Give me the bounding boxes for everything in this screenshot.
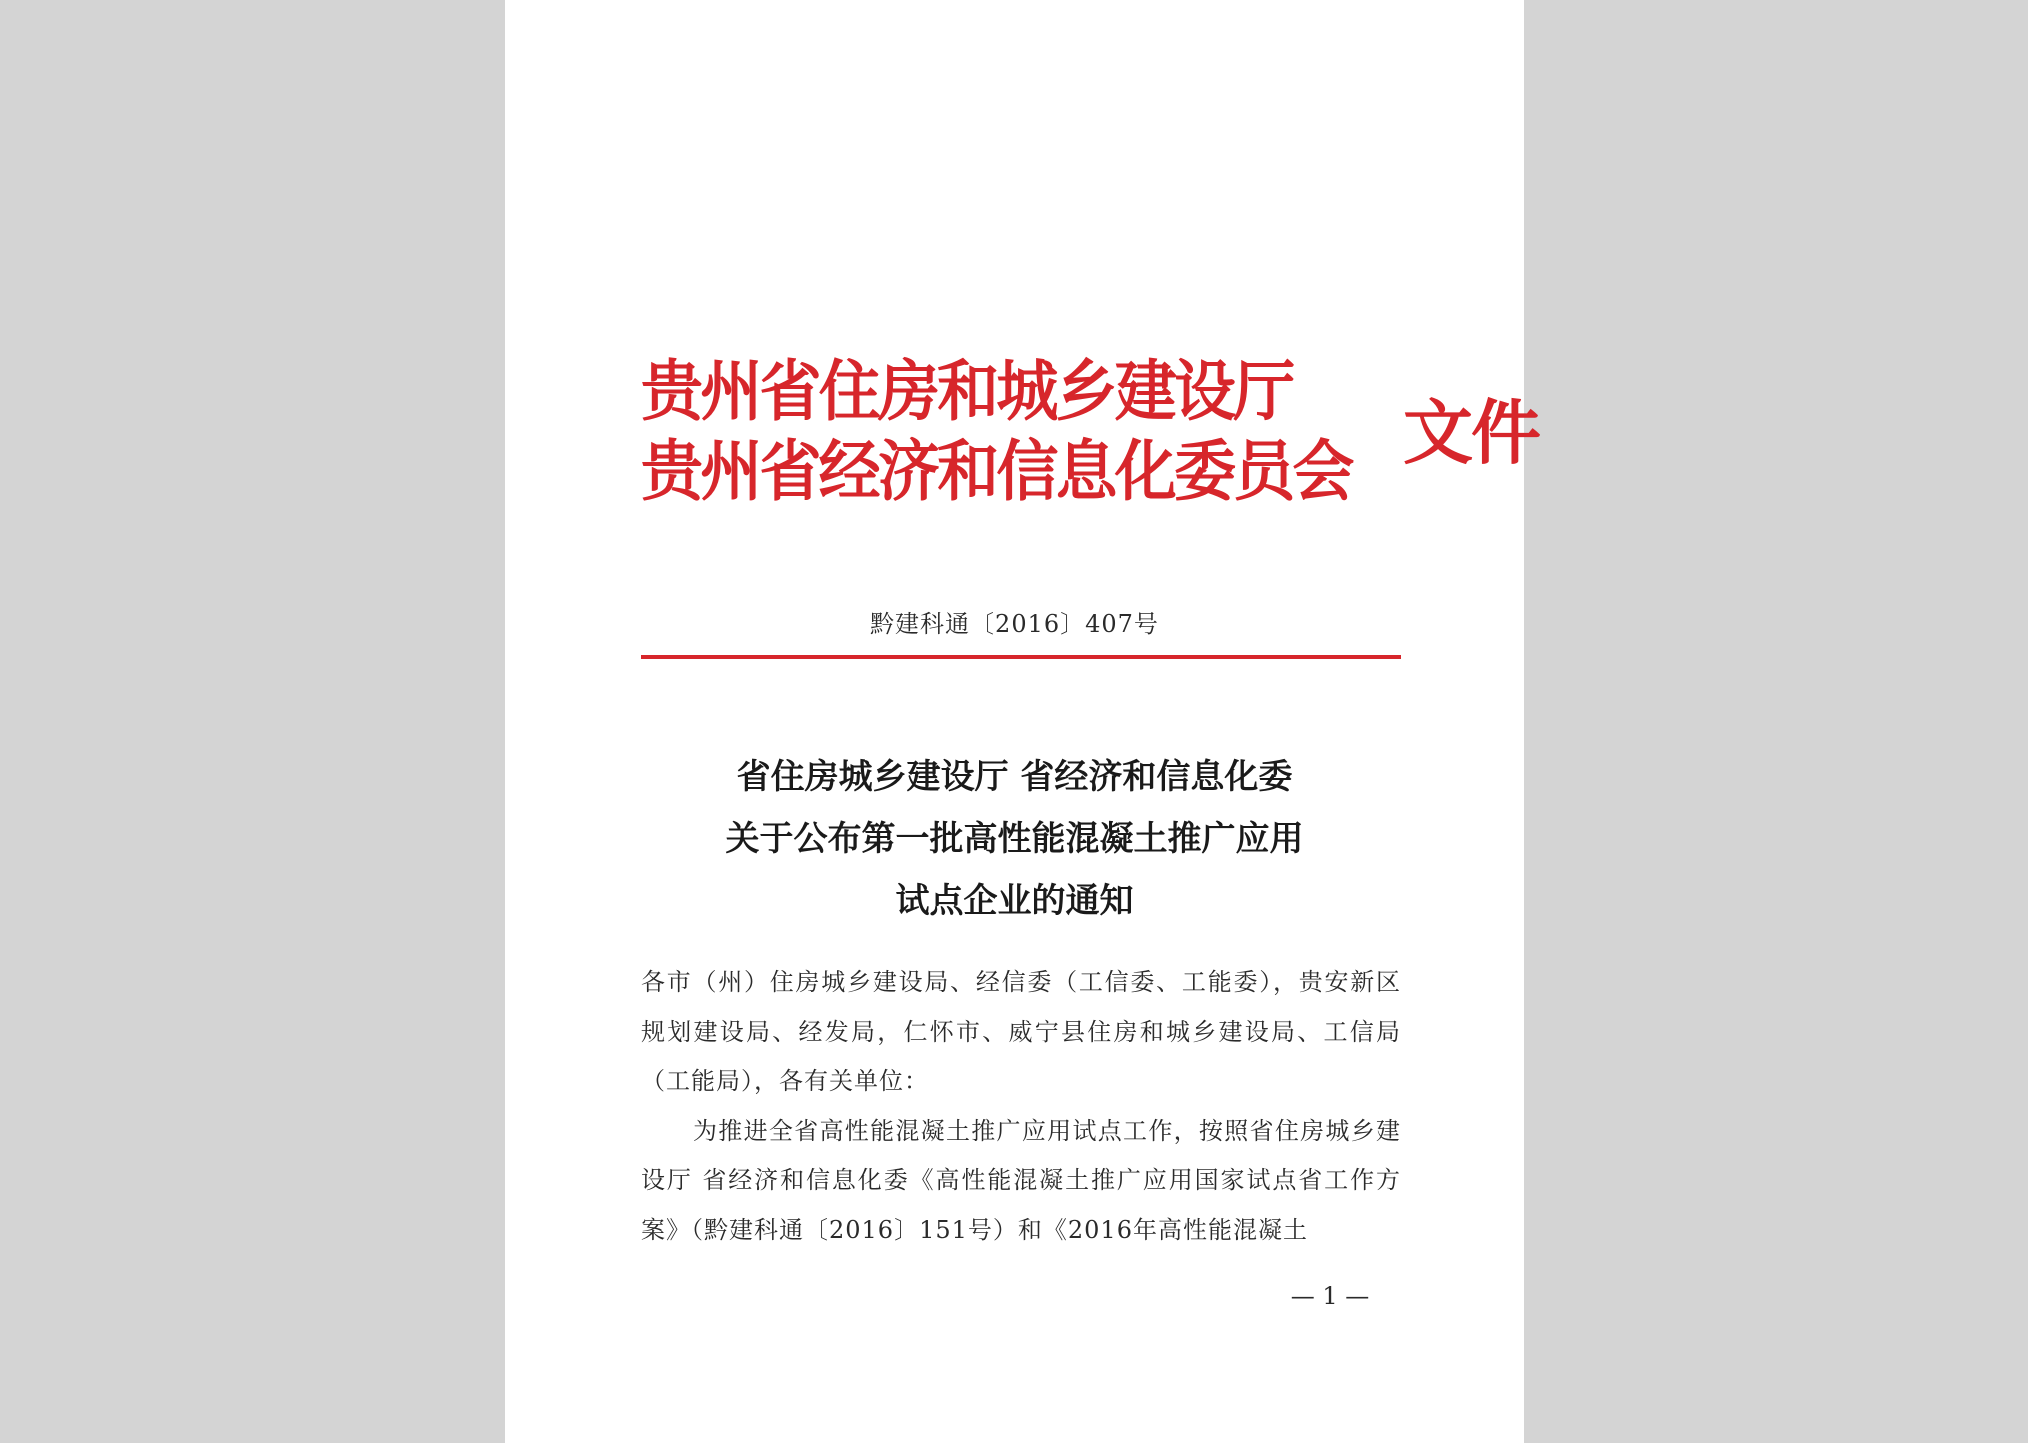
document-page — [505, 0, 1539, 1443]
title-line-2: 关于公布第一批高性能混凝土推广应用 — [725, 819, 1304, 859]
page-number: — 1 — — [1290, 1282, 1370, 1310]
body-paragraph-1: 为推进全省高性能混凝土推广应用试点工作，按照省住房城乡建设厅 省经济和信息化委《高性能混凝土推广应用国家试点省工作方案》（黔建科通〔2016〕151号）和《2016年高性能混凝土 — [641, 1116, 1401, 1244]
issuer-name-2: 贵州省经济和信息化委员会 — [641, 432, 1352, 510]
issuing-authority-header — [641, 352, 1539, 512]
document-label: 文件 — [1403, 391, 1539, 474]
red-divider-line — [641, 655, 1401, 659]
document-body — [641, 958, 1401, 1255]
document-number: 黔建科通〔2016〕407号 — [870, 610, 1159, 638]
issuer-name-1: 贵州省住房和城乡建设厅 — [641, 352, 1293, 430]
document-title — [505, 746, 1524, 932]
recipients-paragraph: 各市（州）住房城乡建设局、经信委（工信委、工能委），贵安新区规划建设局、经发局，仁怀市、威宁县住房和城乡建设局、工信局（工能局），各有关单位： — [641, 968, 1401, 1095]
title-line-3: 试点企业的通知 — [895, 881, 1134, 921]
title-line-1: 省住房城乡建设厅 省经济和信息化委 — [736, 757, 1293, 797]
